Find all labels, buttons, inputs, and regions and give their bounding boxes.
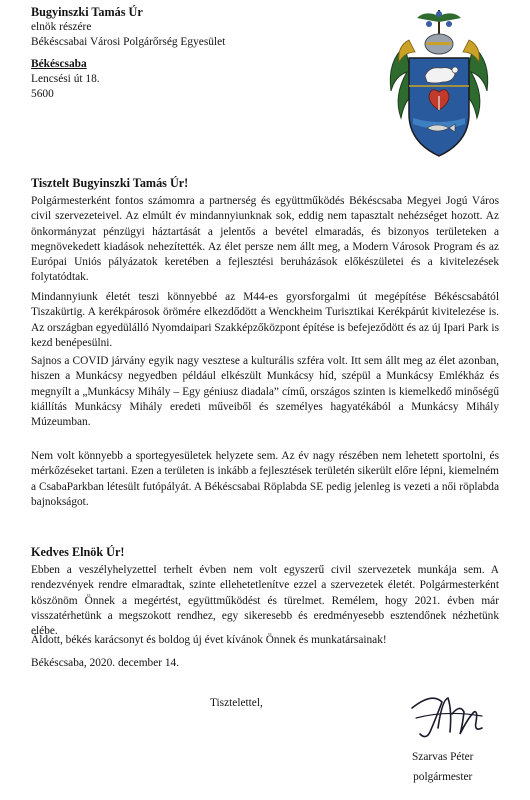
- signer-block: [412, 747, 473, 787]
- holiday-wishes: Áldott, békés karácsonyt és boldog új évet kívánok Önnek és munkatársainak!: [31, 634, 387, 646]
- paragraph-culture: Sajnos a COVID járvány egyik nagy vesztese a kulturális szféra volt. Itt sem állt meg az élet azonban, hiszen a Munkácsy negyedben például elkészült Munkácsy híd, szépül a Munkácsy Emlékház és megnyílt a „Munkácsy Mihály – Egy géniusz diadala” című, országos szinten is kiemelkedő minőségű kiállítás Munkácsy Mihály eredeti műveiből és személyes hagyatékából a Munkácsy Mihály Múzeumban.: [31, 355, 499, 429]
- recipient-address: [31, 5, 225, 102]
- paragraph-sports: Nem volt könnyebb a sportegyesületek helyzete sem. Az év nagy részében nem lehetett sportolni, és mérkőzéseket tartani. Ezen a területen is inkább a fejlesztések területén sikerült előre lépni, kiemelném a CsabaParkban létesült futópályát. A Békéscsabai Röplabda SE pedig jelenleg is vezeti a női röplabda bajnokságot.: [31, 450, 499, 508]
- handwritten-signature: [402, 688, 492, 748]
- signer-name: Szarvas Péter: [412, 751, 474, 763]
- recipient-street: Lencsési út 18.: [31, 72, 100, 85]
- recipient-city: Békéscsaba: [31, 57, 87, 70]
- closing-phrase: Tisztelettel,: [210, 697, 263, 709]
- coat-of-arms-icon: [385, 6, 493, 164]
- paragraph-partnership: Polgármesterként fontos számomra a partnerség és együttműködés Békéscsaba Megyei Jogú Város civil szervezeteivel. Az elmúlt év mindannyiunknak sok, eddig nem tapasztalt nehézséget hozott. Az önkormányzat pénzügyi háztartását a jelentős a bevétel elmaradás, és bizonyos területeken a megnövekedett kiadások nehezítették. Az élet persze nem állt meg, a Modern Városok Program és az Európai Uniós pályázatok keretében a fejlesztési beruházások előkészületei és a kivitelezések folytatódtak.: [31, 195, 499, 284]
- salutation-formal: Tisztelt Bugyinszki Tamás Úr!: [31, 176, 189, 190]
- salutation-informal: Kedves Elnök Úr!: [31, 545, 125, 559]
- place-and-date: Békéscsaba, 2020. december 14.: [31, 657, 180, 669]
- paragraph-civil-organizations: Ebben a veszélyhelyzettel terhelt évben nem volt egyszerű civil szervezetek munkája sem. A rendezvények rendre elmaradtak, szinte ellehetetlenítve ezzel a szervezetek életét. Polgármesterként köszönöm Önnek a megértést, együttműködést és türelmet. Remélem, hogy 2021. évben már visszatérhetünk a megszokott rendhez, egy sikeresebb és eredményesebb esztendőnek nézhetünk elébe.: [31, 564, 499, 638]
- recipient-name: Bugyinszki Tamás Úr: [31, 5, 143, 19]
- recipient-postcode: 5600: [31, 88, 54, 101]
- paragraph-infrastructure: Mindannyiunk életét teszi könnyebbé az M44-es gyorsforgalmi út megépítése Békéscsabától Tiszakürtig. A kerékpárosok örömére elkezdődött a Wenckheim Turisztikai Kerékpárút kivitelezése is. Az országban egyedülálló Nyomdaipari Szakképzőközpont építése is befejeződött és az új Ipari Park is kezd benépesülni.: [31, 291, 499, 349]
- signer-title: polgármester: [413, 771, 473, 783]
- recipient-organization: Békéscsabai Városi Polgárőrség Egyesület: [31, 36, 226, 49]
- recipient-role: elnök részére: [31, 21, 92, 34]
